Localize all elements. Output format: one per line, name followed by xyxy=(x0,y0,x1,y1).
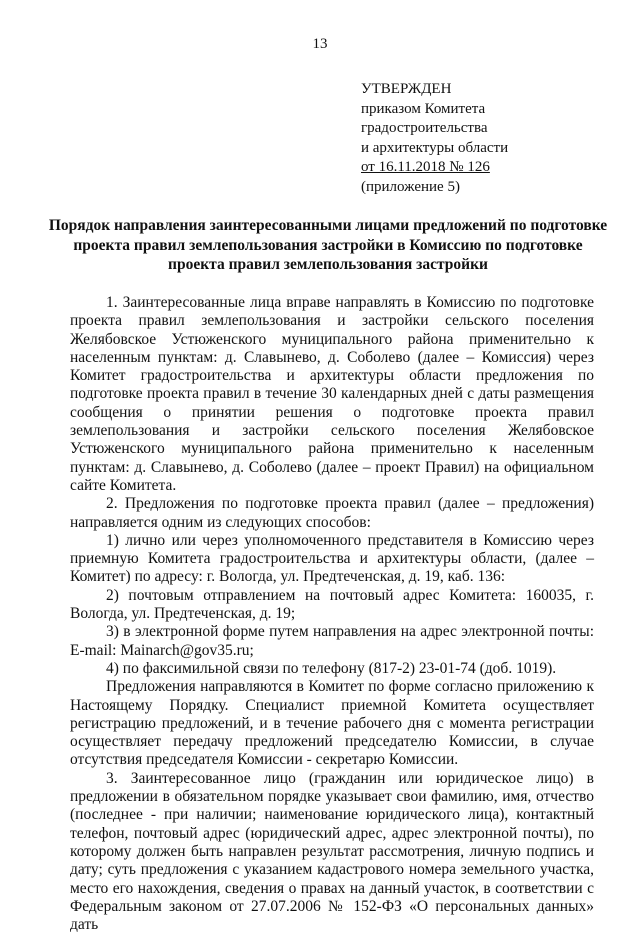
approval-order-ref: от 16.11.2018 № 126 xyxy=(361,159,490,175)
paragraph-2: 2. Предложения по подготовке проекта правил (далее – предложения) направляется одним из следующих способов: xyxy=(70,495,594,531)
page-number: 13 xyxy=(312,36,328,52)
paragraph-2-item-3: 3) в электронной форме путем направления на адрес электронной почты: E-mail: Mainarch@gov35.ru; xyxy=(70,623,594,659)
paragraph-2-item-2: 2) почтовым отправлением на почтовый адрес Комитета: 160035, г. Вологда, ул. Предтеченская, д. 19; xyxy=(70,586,594,623)
document-body xyxy=(70,294,594,934)
paragraph-registration: Предложения направляются в Комитет по форме согласно приложению к Настоящему Порядку. Специалист приемной Комитета осуществляет регистрацию предложений, и в течение рабочего дня с момента регистрации осуществляет передачу предложений председателю Комиссии, в случае отсутствия председателя Комиссии - секретарю Комиссии. xyxy=(70,678,594,769)
paragraph-2-item-4: 4) по факсимильной связи по телефону (817-2) 23-01-74 (доб. 1019). xyxy=(106,659,557,677)
approval-line-3: и архитектуры области xyxy=(361,139,509,156)
paragraph-3: 3. Заинтересованное лицо (гражданин или юридическое лицо) в предложении в обязательном порядке указывает свои фамилию, имя, отчество (последнее - при наличии; наименование юридического лица), контактный телефон, почтовый адрес (юридический адрес, адрес электронной почты), по которому должен быть направлен результат рассмотрения, личную подпись и дату; суть предложения с указанием кадастрового номера земельного участка, место его нахождения, сведения о правах на данный участок, в соответствии с Федеральным законом от 27.07.2006 № 152-ФЗ «О персональных данных» дать xyxy=(70,769,594,934)
document-title: Порядок направления заинтересованными лицами предложений по подготовке проекта правил землепользования застройки в Комиссию по подготовке проекта правил землепользования застройки xyxy=(48,217,608,273)
paragraph-1: 1. Заинтересованные лица вправе направлять в Комиссию по подготовке проекта правил землепользования и застройки сельского поселения Желябовское Устюженского муниципального района применительно к населенным пунктам: д. Славынево, д. Соболево (далее – Комиссия) через Комитет градостроительства и архитектуры области предложения по подготовке проекта правил в течение 30 календарных дней с даты размещения сообщения о принятии решения о подготовке проекта правил землепользования и застройки сельского поселения Желябовское Устюженского муниципального района применительно к населенным пунктам: д. Славынево, д. Соболево (далее – проект Правил) на официальном сайте Комитета. xyxy=(70,294,594,494)
approval-stamp xyxy=(361,80,508,197)
approval-line-1: приказом Комитета xyxy=(361,100,486,117)
approval-appendix: (приложение 5) xyxy=(361,178,460,195)
paragraph-2-item-1: 1) лично или через уполномоченного представителя в Комиссию через приемную Комитета градостроительства и архитектуры области, (далее – Комитет) по адресу: г. Вологда, ул. Предтеченская, д. 19, каб. 136: xyxy=(70,531,594,586)
approval-line-2: градостроительства xyxy=(361,120,488,136)
approval-heading: УТВЕРЖДЕН xyxy=(361,81,452,97)
